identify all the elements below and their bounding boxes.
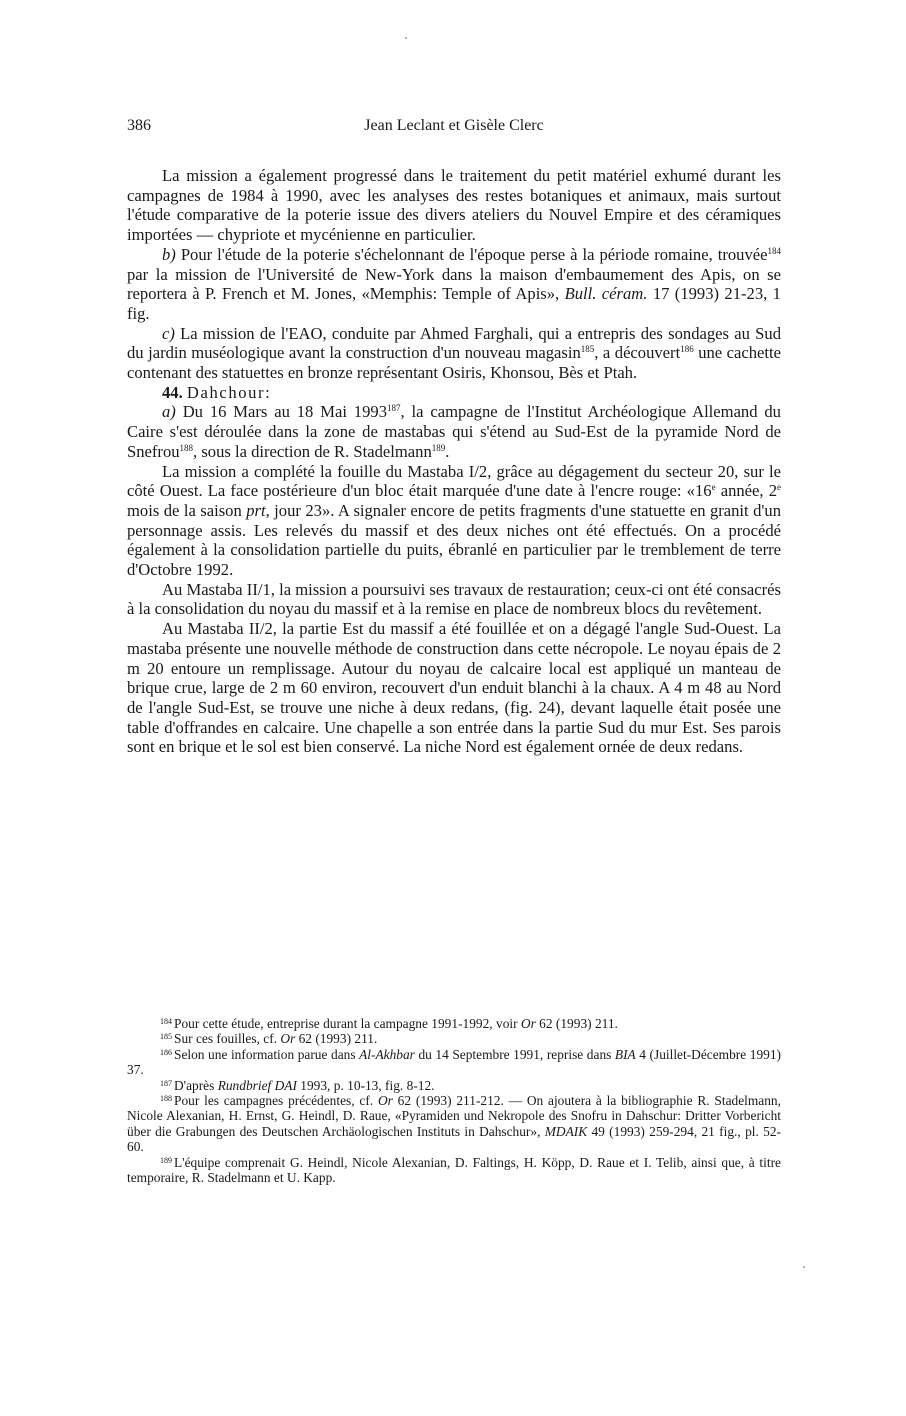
footnote-186: $^{186}$ Selon une information parue dans Al-Akhbar du 14 Septembre 1991, reprise dans BIA 4 (Juillet-Décembre 1991) 37.	[127, 1046, 781, 1078]
running-head-authors: Jean Leclant et Gisèle Clerc	[364, 117, 544, 134]
scan-speck-bottom	[803, 1266, 805, 1268]
journal-title: Bull. céram.	[564, 284, 648, 304]
footnotes	[127, 1016, 781, 1185]
paragraph-mastaba-ii2: Au Mastaba II/2, la partie Est du massif a été fouillée et on a dégagé l'angle Sud-Ouest. La mastaba présente une nouvelle méthode de construction dans cette nécropole. Le noyau épais de 2 m 20 entoure un remplissage. Autour du noyau de calcaire local est appliqué un manteau de brique crue, large de 2 m 60 environ, recouvert d'un enduit blanchi à la chaux. A 4 m 48 au Nord de l'angle Sud-Est, se trouve une niche à deux redans, (fig. 24), devant laquelle était posée une table d'offrandes en calcaire. Une chapelle a son entrée dans la partie Sud du mur Est. Ses parois sont en brique et le sol est bien conservé. La niche Nord est également ornée de deux redans.	[127, 619, 781, 757]
paragraph-pottery-study: La mission a également progressé dans le traitement du petit matériel exhumé durant les campagnes de 1984 à 1990, avec les analyses des restes botaniques et animaux, mais surtout l'étude comparative de la poterie issue des divers ateliers du Nouvel Empire et des céramiques importées — chypriote et mycénienne en particulier.	[127, 166, 781, 245]
page-content	[127, 117, 781, 757]
running-head	[127, 117, 781, 143]
footnote-185: $^{185}$ Sur ces fouilles, cf. Or 62 (1993) 211.	[160, 1031, 378, 1047]
page-number: 386	[127, 117, 151, 134]
season-term: prt	[246, 500, 266, 520]
scan-speck-top	[405, 37, 407, 39]
footnote-184: $^{184}$ Pour cette étude, entreprise durant la campagne 1991-1992, voir Or 62 (1993) 211.	[160, 1016, 618, 1031]
footnote-ref-187: 187	[387, 403, 401, 414]
section-heading-dahchour	[127, 383, 781, 403]
section-title: Dahchour:	[186, 382, 272, 402]
footnote-187: $^{187}$ D'après Rundbrief DAI 1993, p. 10-13, fig. 8-12.	[160, 1077, 435, 1093]
footnote-ref-186: 186	[680, 344, 694, 355]
paragraph-a-campaign: a) Du 16 Mars au 18 Mai 1993$^{187}$, la campagne de l'Institut Archéologique Allemand du Caire s'est déroulée dans la zone de mastabas qui s'étend au Sud-Est de la pyramide Nord de Snefrou$^{188}$, sous la direction de R. Stadelmann$^{189}$.	[127, 402, 781, 461]
paragraph-b-pottery-persian: b) Pour l'étude de la poterie s'échelonnant de l'époque perse à la période romaine, trouvée$^{184}$ par la mission de l'Université de New-York dans la maison d'embaumement des Apis, on se reportera à P. French et M. Jones, «Memphis: Temple of Apis», Bull. céram. 17 (1993) 21-23, 1 fig.	[127, 244, 781, 323]
footnote-ref-184: 184	[767, 245, 781, 256]
section-number: 44.	[162, 382, 183, 402]
footnote-ref-189: 189	[431, 442, 446, 453]
paragraph-mastaba-i2: La mission a complété la fouille du Mastaba I/2, grâce au dégagement du secteur 20, sur le côté Ouest. La face postérieure d'un bloc était marquée d'une date à l'encre rouge: «16e année, 2e mois de la saison prt, jour 23». A signaler encore de petits fragments d'une statuette en granit d'un personnage assis. Les relevés du massif et des deux niches ont été effectués. On a procédé également à la consolidation partielle du puits, ébranlé en particulier par le tremblement de terre d'Octobre 1992.	[127, 461, 781, 580]
item-marker-c: c)	[162, 323, 175, 343]
footnote-189: $^{189}$ L'équipe comprenait G. Heindl, Nicole Alexanian, D. Faltings, H. Köpp, D. Raue et I. Telib, ainsi que, à titre temporaire, R. Stadelmann et U. Kapp.	[127, 1154, 781, 1186]
footnote-ref-185: 185	[580, 344, 595, 355]
footnote-188: $^{188}$ Pour les campagnes précédentes, cf. Or 62 (1993) 211-212. — On ajoutera à la bibliographie R. Stadelmann, Nicole Alexanian, H. Ernst, G. Heindl, D. Raue, «Pyramiden und Nekropole des Snofru in Dahschur: Dritter Vorbericht über die Grabungen des Deutschen Archäologischen Instituts in Dahschur», MDAIK 49 (1993) 259-294, 21 fig., pl. 52-60.	[127, 1093, 781, 1155]
footnote-ref-188: 188	[179, 442, 194, 453]
paragraph-mastaba-ii1: Au Mastaba II/1, la mission a poursuivi ses travaux de restauration; ceux-ci ont été consacrés à la consolidation du noyau du massif et à la remise en place de nombreux blocs du revêtement.	[127, 579, 781, 619]
item-marker-b: b)	[162, 244, 176, 264]
item-marker-a: a)	[162, 402, 176, 422]
body-text	[127, 166, 781, 757]
paragraph-c-eao-mission: c) La mission de l'EAO, conduite par Ahmed Farghali, qui a entrepris des sondages au Sud du jardin muséologique avant la construction d'un nouveau magasin$^{185}$, a découvert$^{186}$ une cachette contenant des statuettes en bronze représentant Osiris, Khonsou, Bès et Ptah.	[127, 323, 781, 383]
